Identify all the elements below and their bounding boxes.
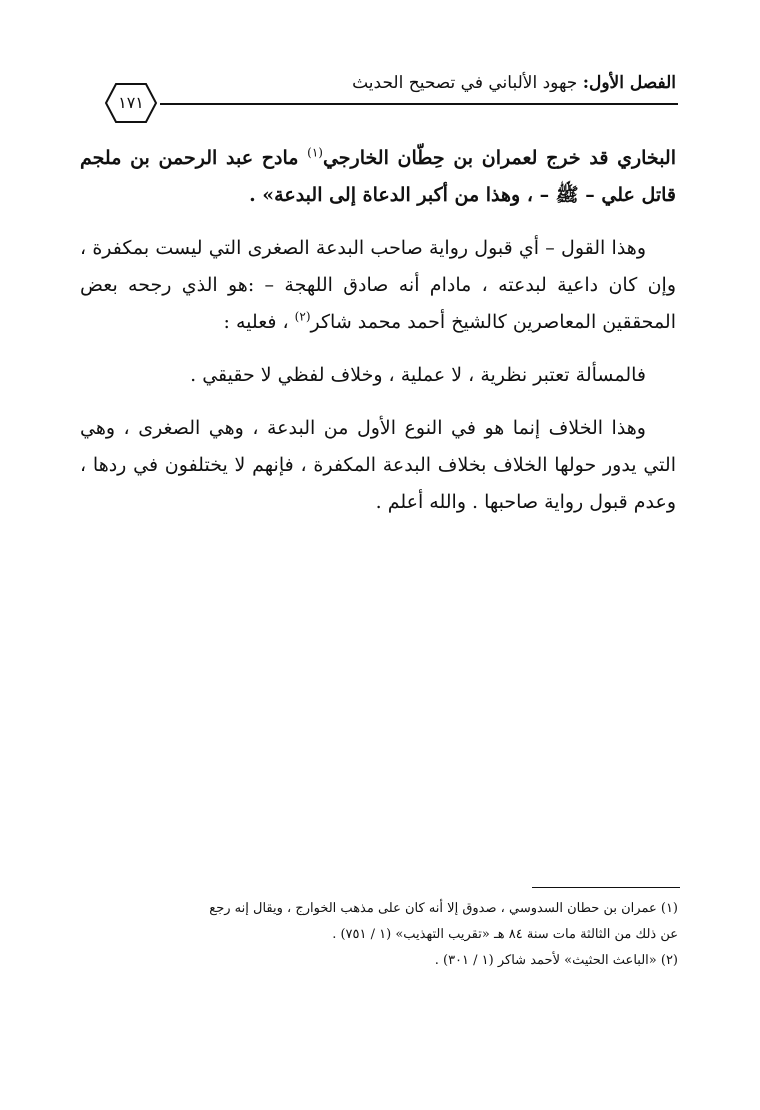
page-number-hexagon — [104, 82, 158, 124]
footnote-ref-1: (١) — [307, 145, 323, 160]
paragraph-2-text: وهذا القول – أي قبول رواية صاحب البدعة الصغرى التي ليست بمكفرة ، وإن كان داعية لبدعته ، مادام أنه صادق اللهجة – :هو الذي رجحه بعض المحققين المعاصرين كالشيخ أحمد محمد شاكر — [80, 237, 676, 333]
header-rule — [160, 103, 678, 105]
footnote-rule — [532, 887, 680, 888]
footnotes — [78, 896, 678, 974]
footnote-ref-2: (٢) — [294, 309, 311, 324]
paragraph-2-text-cont: ، فعليه : — [223, 311, 295, 333]
paragraph-1 — [80, 140, 676, 214]
main-text — [80, 140, 676, 537]
paragraph-3-text: فالمسألة تعتبر نظرية ، لا عملية ، وخلاف لفظي لا حقيقي . — [190, 364, 646, 386]
paragraph-4-text: وهذا الخلاف إنما هو في النوع الأول من البدعة ، وهي الصغرى ، وهي التي يدور حولها الخلاف بخلاف البدعة المكفرة ، فإنهم لا يختلفون في ردها ، وعدم قبول رواية صاحبها . والله أعلم . — [80, 417, 676, 513]
paragraph-4 — [80, 410, 676, 521]
chapter-label: الفصل الأول: — [582, 73, 676, 93]
paragraph-2 — [80, 230, 676, 341]
footnote-1-line-2: عن ذلك من الثالثة مات سنة ٨٤ هـ «تقريب التهذيب» (١ / ٧٥١) . — [332, 927, 678, 942]
paragraph-1-text: البخاري قد خرج لعمران بن حِطّان الخارجي — [322, 147, 677, 169]
page-number: ١٧١ — [118, 93, 144, 112]
footnote-2: (٢) «الباعث الحثيث» لأحمد شاكر (١ / ٣٠١) . — [434, 953, 678, 968]
footnote-1-line-1: (١) عمران بن حطان السدوسي ، صدوق إلا أنه كان على مذهب الخوارج ، ويقال إنه رجع — [209, 901, 678, 916]
chapter-title: جهود الألباني في تصحيح الحديث — [352, 73, 583, 93]
running-header — [116, 70, 676, 96]
paragraph-1-text-cont: مادح عبد الرحمن بن ملجم قاتل علي – ﷺ – ، وهذا من أكبر الدعاة إلى البدعة» . — [80, 147, 676, 206]
paragraph-3 — [80, 357, 676, 394]
